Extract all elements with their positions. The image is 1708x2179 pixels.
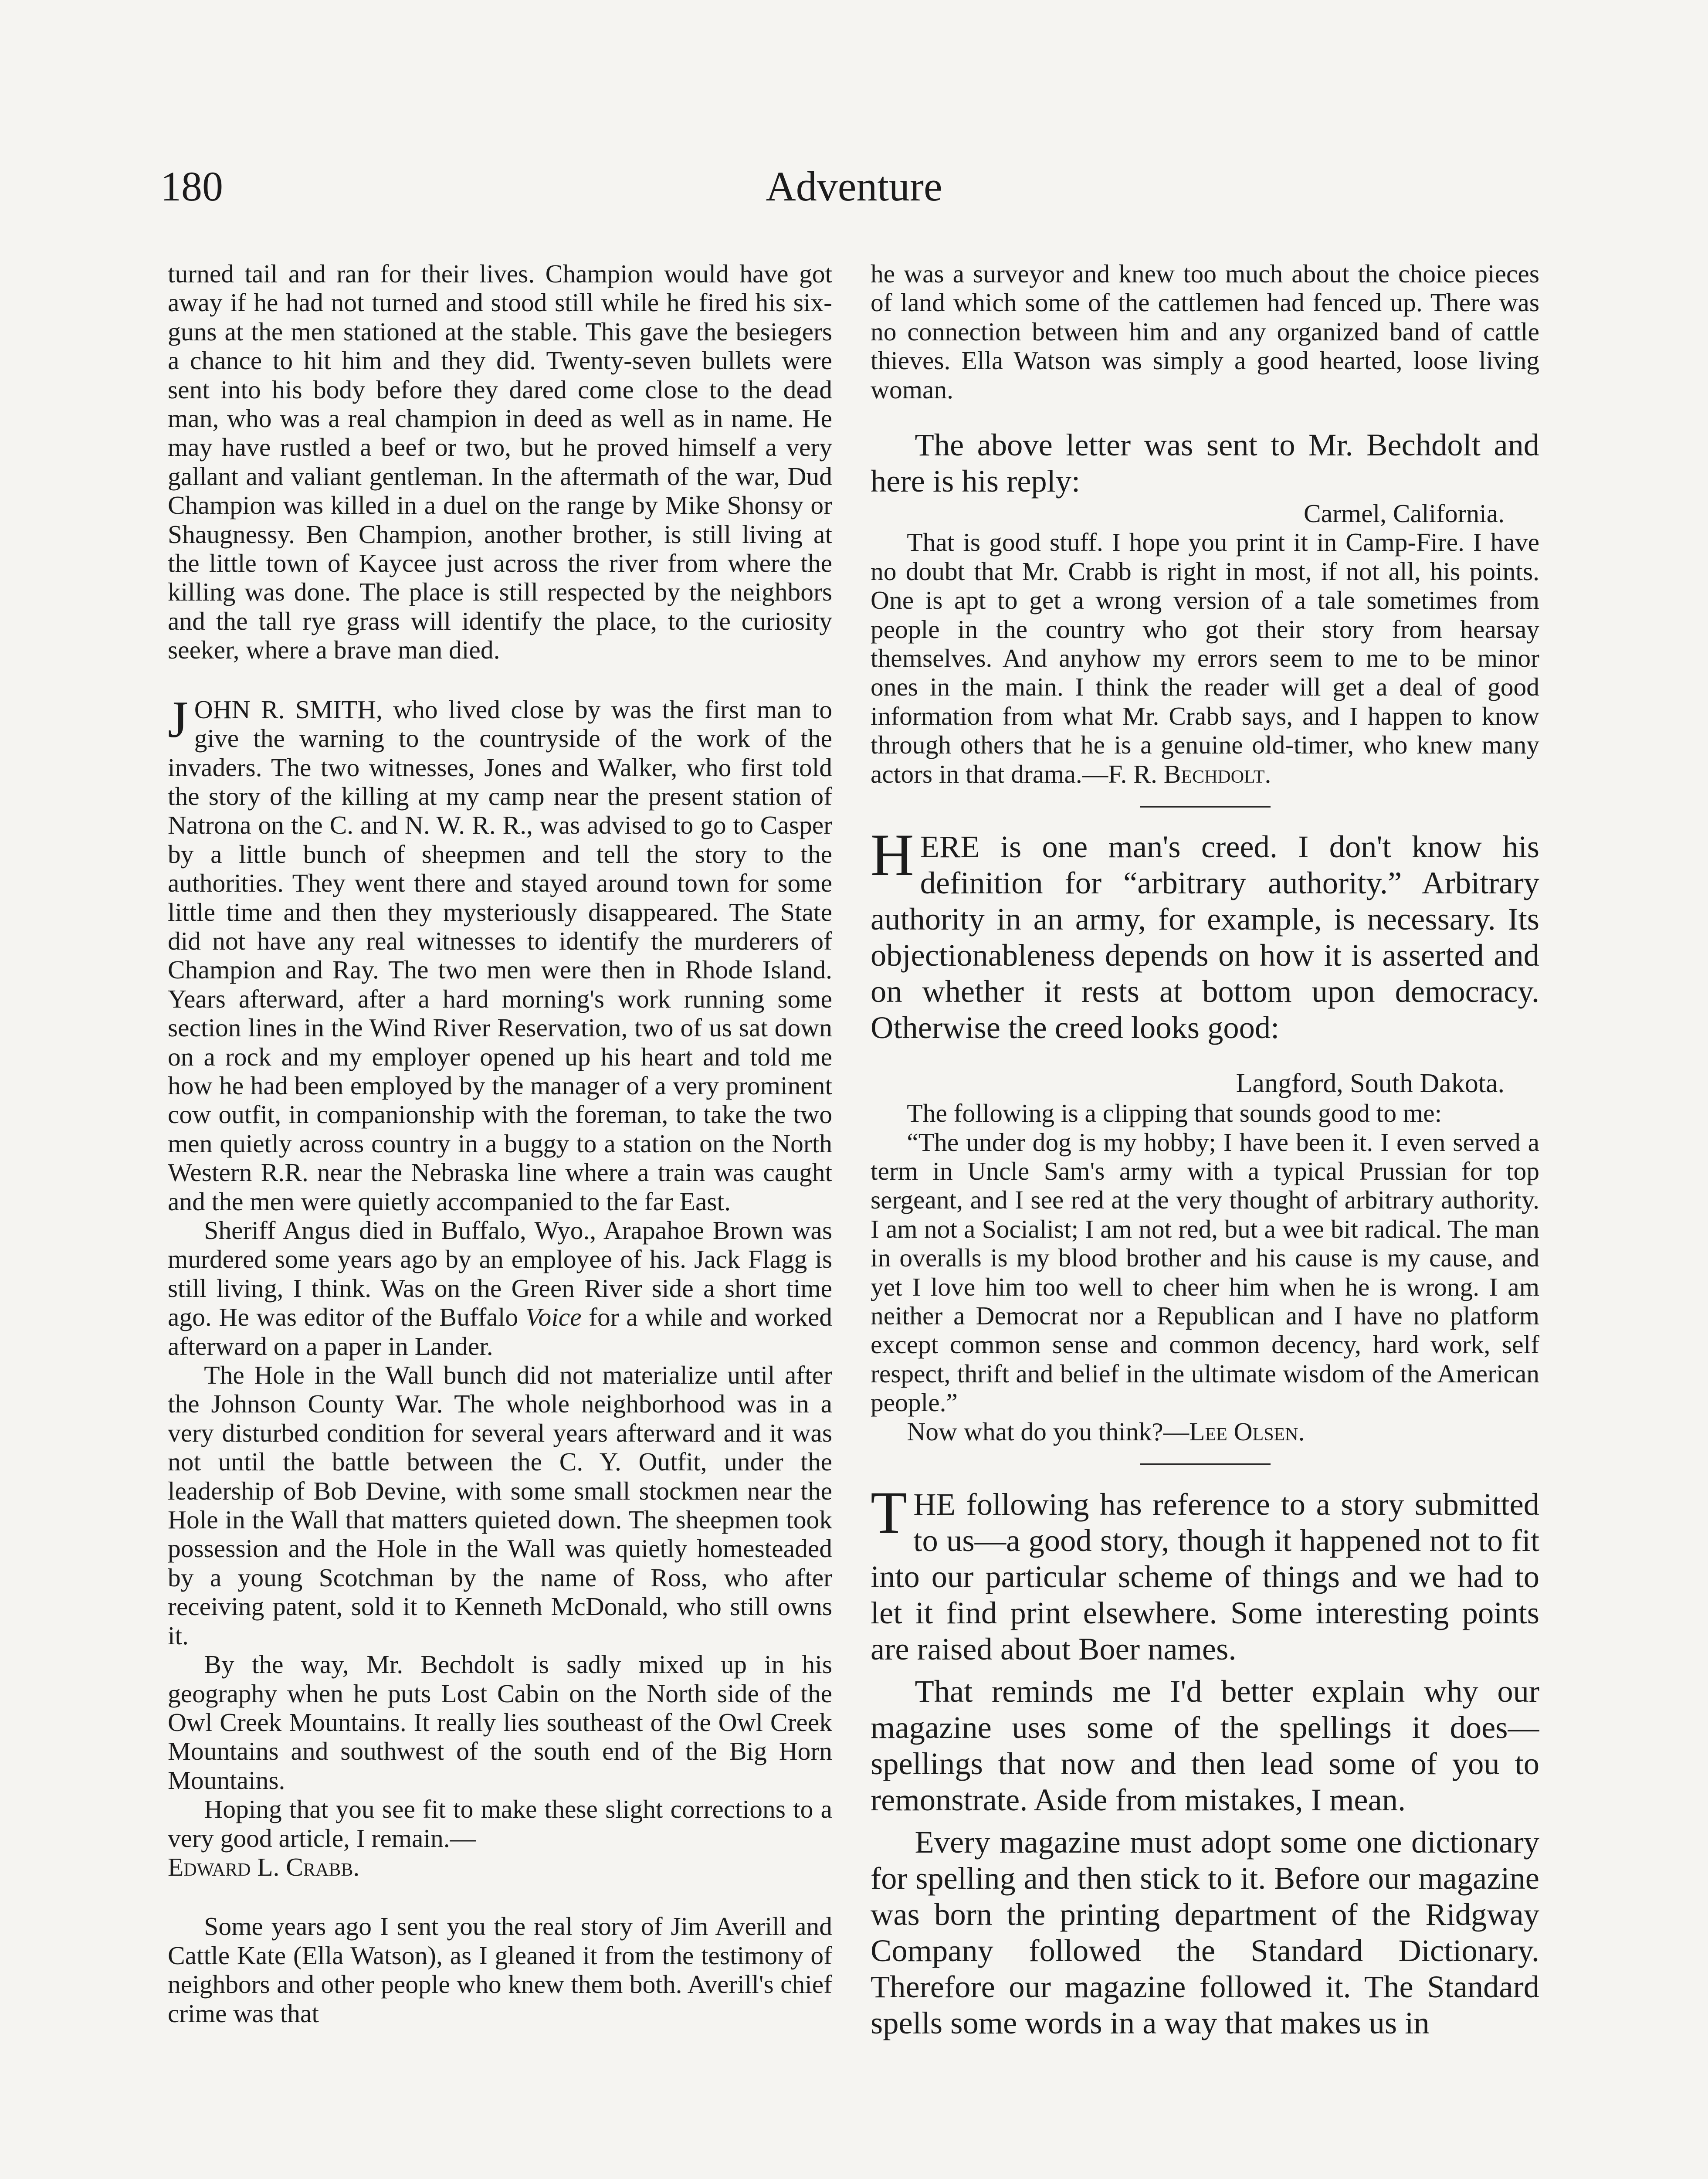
section-divider	[1140, 806, 1271, 808]
bechdolt-reply-text: That is good stuff. I hope you print it in Camp-Fire. I have no doubt that Mr. Crabb is right in most, if not all, his points. One is apt to get a wrong version of a tale sometimes from people in the country who got their story from hearsay themselves. And anyhow my errors seem to me to be minor ones in the main. I think the reader will get a deal of good information from what Mr. Crabb says, and I happen to know through others that he is a genuine old-timer, who knew many actors in that drama.—	[871, 528, 1539, 788]
crabb-signature: Edward L. Crabb.	[168, 1852, 360, 1881]
dateline-carmel: Carmel, California.	[1304, 499, 1505, 528]
left-column	[168, 259, 832, 2179]
drop-cap-t: T	[871, 1479, 908, 1546]
dictionary-paragraph: Every magazine must adopt some one dictionary for spelling and then stick to it. Before our magazine was born the printing department of the Ridgway Company followed the Standard Dictionary. Therefore our magazine followed it. The Standard spells some words in a way that makes us in	[871, 1824, 1539, 2040]
olsen-intro: The following is a clipping that sounds good to me:	[907, 1099, 1442, 1128]
olsen-closing-text: Now what do you think?—	[907, 1417, 1190, 1446]
geography-paragraph: By the way, Mr. Bechdolt is sadly mixed up in his geography when he puts Lost Cabin on the North side of the Owl Creek Mountains. It really lies southeast of the Owl Creek Mountains and southwest of the south end of the Big Horn Mountains.	[168, 1650, 832, 1795]
section-divider-2	[1140, 1463, 1271, 1465]
voice-italic: Voice	[525, 1303, 582, 1332]
olsen-signature: Lee Olsen.	[1189, 1417, 1305, 1446]
closing-paragraph: Hoping that you see fit to make these slight corrections to a very good article, I remain.—	[168, 1795, 832, 1853]
bechdolt-signature: F. R. Bechdolt.	[1108, 759, 1271, 788]
crabb-letter-paragraph: turned tail and ran for their lives. Champion would have got away if he had not turned and stood still while he fired his six-guns at the men stationed at the stable. This gave the besiegers a chance to hit him and they did. Twenty-seven bullets were sent into his body before they dared come close to the dead man, who was a real champion in deed as well as in name. He may have rustled a beef or two, but he proved himself a very gallant and valiant gentleman. In the aftermath of the war, Dud Champion was killed in a duel on the range by Mike Shonsy or Shaugnessy. Ben Champion, another brother, is still living at the little town of Kaycee just across the river from where the killing was done. The place is still respected by the neighbors and the tall rye grass will identify the place, to the curiosity seeker, where a brave man died.	[168, 259, 832, 665]
drop-cap-j: J	[168, 690, 188, 748]
angus-paragraph	[168, 1216, 832, 1361]
creed-paragraph	[871, 821, 1539, 1045]
page-number: 180	[160, 163, 223, 210]
smith-text: OHN R. SMITH, who lived close by was the first man to give the warning to the countryside of the work of the invaders. The two witnesses, Jones and Walker, who first told the story of the killing at my camp near the present station of Natrona on the C. and N. W. R. R., was advised to go to Casper by a little bunch of sheepmen and tell the story to the authorities. They went there and stayed around town for some little time and then they mysteriously disappeared. The State did not have any real witnesses to identify the murderers of Champion and Ray. The two men were then in Rhode Island. Years afterward, after a hard morning's work running some section lines in the Wind River Reservation, two of us sat down on a rock and my employer opened up his heart and told me how he had been employed by the manager of a very prominent cow outfit, in companionship with the foreman, to take the two men quietly across country in a buggy to a station on the North Western R.R. near the Nebraska line where a train was caught and the men were quietly accompanied to the far East.	[168, 695, 832, 1216]
olsen-quote: “The under dog is my hobby; I have been it. I even served a term in Uncle Sam's army with a typical Prussian for top sergeant, and I see red at the very thought of arbitrary authority. I am not a Socialist; I am not red, but a wee bit radical. The man in overalls is my blood brother and his cause is my cause, and yet I love him too well to cheer him when he is wrong. I am neither a Democrat nor a Republican and I have no platform except common sense and common decency, hard work, self respect, thrift and belief in the ultimate wisdom of the American people.”	[871, 1127, 1539, 1417]
hole-in-wall-paragraph: The Hole in the Wall bunch did not materialize until after the Johnson County War. The whole neighborhood was in a very disturbed condition for several years afterward and it was not until the battle between the C. Y. Outfit, under the leadership of Bob Devine, with some small stockmen near the Hole in the Wall that matters quieted down. The sheepmen took possession and the Hole in the Wall was quietly homesteaded by a young Scotchman by the name of Ross, who after receiving patent, sold it to Kenneth McDonald, who still owns it.	[168, 1361, 832, 1650]
magazine-title: Adventure	[766, 163, 942, 210]
spelling-paragraph: That reminds me I'd better explain why our magazine uses some of the spellings it does—spellings that now and then lead some of you to remonstrate. Aside from mistakes, I mean.	[871, 1673, 1539, 1817]
bechdolt-reply	[871, 528, 1539, 788]
averill-paragraph: Some years ago I sent you the real story of Jim Averill and Cattle Kate (Ella Watson), as I gleaned it from the testimony of neighbors and other people who knew them both. Averill's chief crime was that	[168, 1912, 832, 2028]
right-column	[871, 259, 1539, 2179]
boer-story-text: HE following has reference to a story submitted to us—a good story, though it happened not to fit into our particular scheme of things and we had to let it find print elsewhere. Some interesting points are raised about Boer names.	[871, 1486, 1539, 1666]
editor-intro-bechdolt: The above letter was sent to Mr. Bechdolt and here is his reply:	[871, 427, 1539, 499]
angus-text-a: Sheriff Angus died in Buffalo, Wyo., Arapahoe Brown was murdered some years ago by an employee of his. Jack Flagg is still living, I think. Was on the Green River side a short time ago. He was editor of the Buffalo	[168, 1216, 832, 1332]
smith-paragraph	[168, 690, 832, 1216]
averill-continued: he was a surveyor and knew too much about the choice pieces of land which some of the cattlemen had fenced up. There was no connection between him and any organized band of cattle thieves. Ella Watson was simply a good hearted, loose living woman.	[871, 259, 1539, 404]
dateline-langford: Langford, South Dakota.	[1236, 1069, 1505, 1099]
creed-text: ERE is one man's creed. I don't know his definition for “arbitrary authority.” Arbitrary authority in an army, for example, is necessary. Its objectionableness depends on how it is asserted and on whether it rests at bottom upon democracy. Otherwise the creed looks good:	[871, 829, 1539, 1045]
boer-story-paragraph	[871, 1479, 1539, 1667]
olsen-closing	[871, 1417, 1539, 1446]
drop-cap-h: H	[871, 821, 914, 889]
angus-text-b: for a while and worked afterward on a paper in Lander.	[168, 1303, 832, 1361]
